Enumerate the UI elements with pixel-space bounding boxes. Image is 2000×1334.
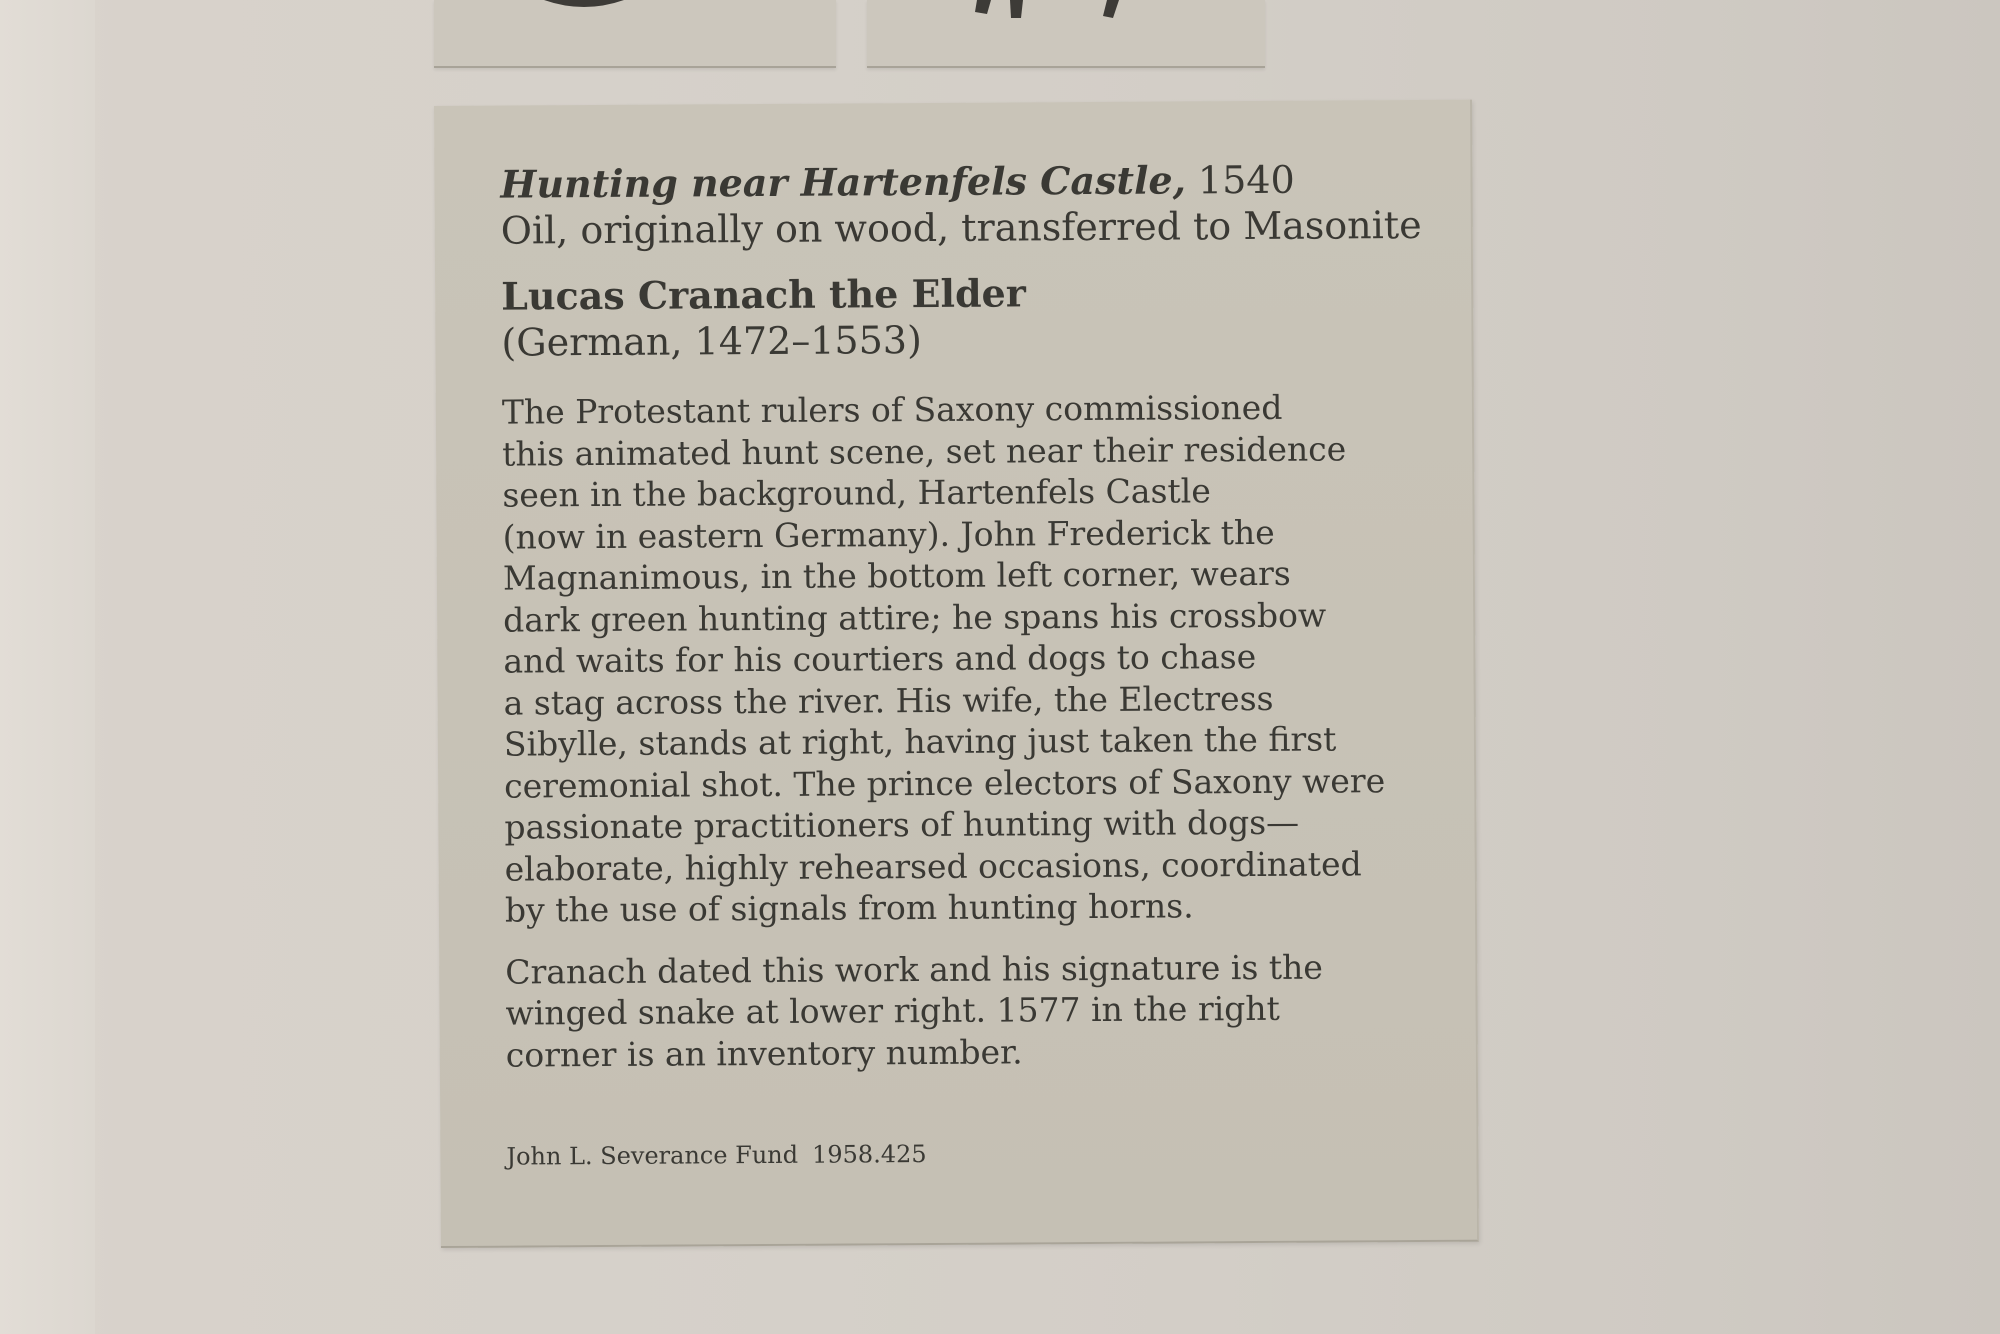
artist-name: Lucas Cranach the Elder (501, 270, 1026, 319)
thumbnail-card-left (434, 0, 836, 68)
description-line: (now in eastern Germany). John Frederick the (502, 512, 1275, 557)
thumbnail-graphic-right (867, 0, 1265, 66)
description-line: Cranach dated this work and his signature is the (505, 947, 1323, 992)
description-line: by the use of signals from hunting horns. (504, 886, 1194, 930)
artwork-title: Hunting near Hartenfels Castle, (500, 157, 1187, 207)
description-line: dark green hunting attire; he spans his crossbow (503, 595, 1327, 640)
artist-nationality-dates: (German, 1472–1553) (501, 318, 922, 365)
description-line: a stag across the river. His wife, the Electress (503, 678, 1274, 723)
description-line: ceremonial shot. The prince electors of Saxony were (504, 760, 1386, 806)
description-paragraph-1 (502, 386, 1445, 931)
description-line: corner is an inventory number. (505, 1031, 1023, 1075)
artwork-year: 1540 (1197, 157, 1295, 203)
wall-background (0, 0, 95, 1334)
description-line: Sibylle, stands at right, having just taken the first (503, 719, 1337, 764)
description-line: seen in the background, Hartenfels Castle (502, 471, 1211, 515)
description-line: winged snake at lower right. 1577 in the right (505, 988, 1280, 1033)
artwork-title-line (500, 156, 1440, 208)
description-line: The Protestant rulers of Saxony commissioned (501, 387, 1283, 432)
label-text (500, 156, 1446, 1076)
thumbnail-card-right (867, 0, 1265, 68)
museum-wall-label (434, 100, 1479, 1248)
artwork-medium: Oil, originally on wood, transferred to Masonite (500, 202, 1422, 253)
description-line: and waits for his courtiers and dogs to chase (503, 636, 1257, 681)
description-line: Magnanimous, in the bottom left corner, wears (502, 553, 1291, 598)
credit-line (506, 1139, 926, 1172)
thumbnail-graphic-left (434, 0, 836, 66)
description-line: elaborate, highly rehearsed occasions, coordinated (504, 843, 1362, 889)
credit-fund: John L. Severance Fund (506, 1140, 799, 1171)
description-line: passionate practitioners of hunting with dogs— (504, 802, 1300, 847)
description-line: this animated hunt scene, set near their residence (502, 428, 1347, 474)
description-paragraph-2 (505, 945, 1446, 1075)
accession-number: 1958.425 (811, 1140, 927, 1169)
